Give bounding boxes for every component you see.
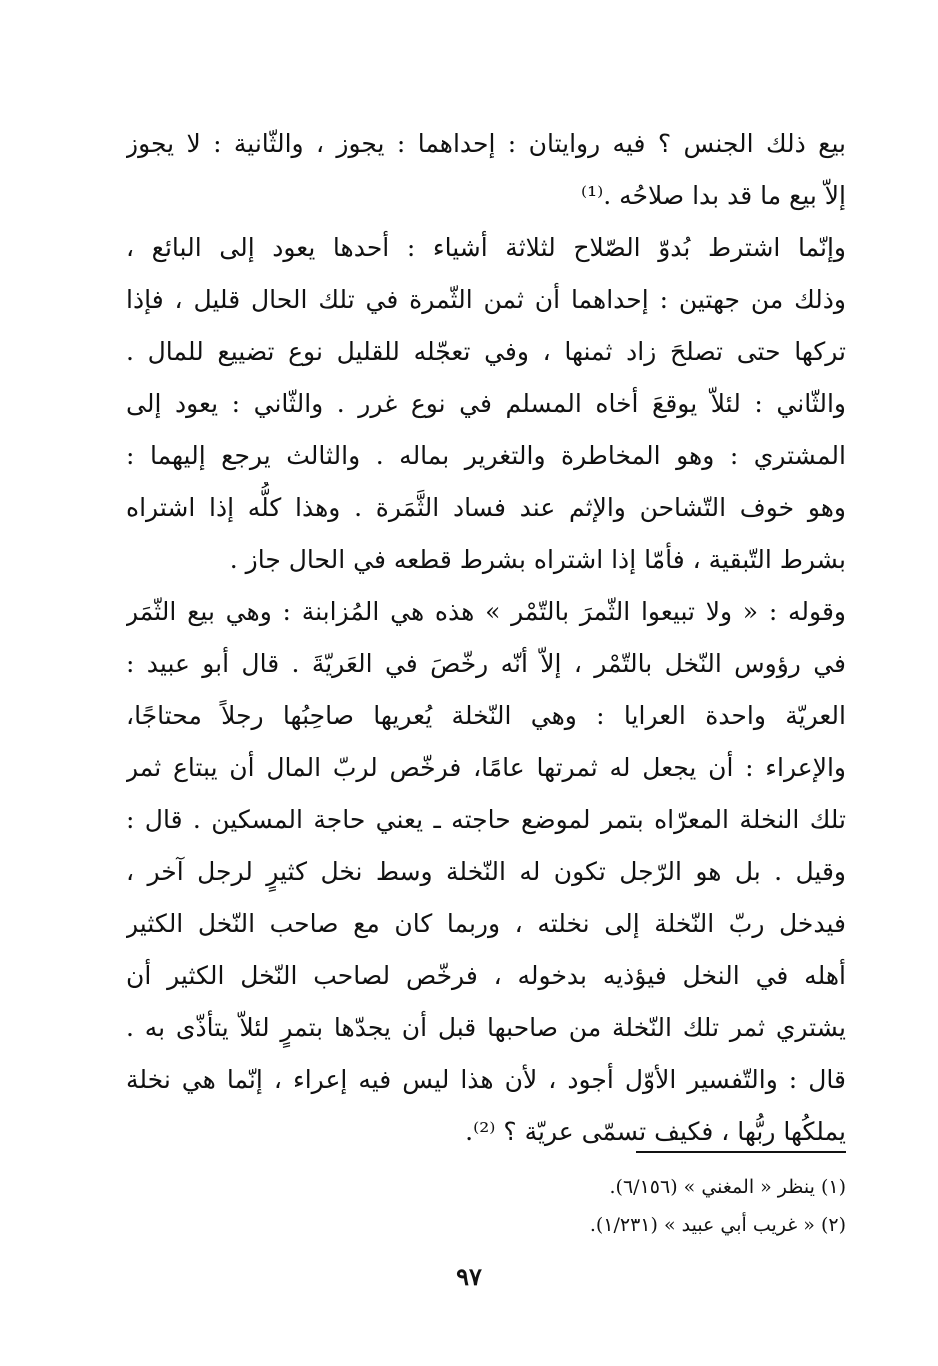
footnote-2: (٢) « غريب أبي عبيد » (١/٢٣١). (589, 1214, 846, 1236)
text-line: والإعراء : أن يجعل له ثمرتها عامًا، فرخّص لربّ المال أن يبتاع ثمر (126, 753, 846, 782)
text-line: فيدخل ربّ النّخلة إلى نخلته ، وربما كان مع صاحب النّخل الكثير (126, 909, 846, 938)
text-line: المشتري : وهو المخاطرة والتغرير بماله . والثالث يرجع إليهما : (126, 441, 846, 470)
text-line: يشتري ثمر تلك النّخلة من صاحبها قبل أن يجدّها بتمرٍ لئلاّ يتأذّى به . (126, 1013, 846, 1042)
text-line: أهله في النخل فيؤذيه بدخوله ، فرخّص لصاحب النّخل الكثير أن (126, 961, 846, 990)
text-line: وذلك من جهتين : إحداهما أن ثمن الثّمرة في تلك الحال قليل ، فإذا (126, 285, 846, 314)
text-line: في رؤوس النّخل بالتّمْر ، إلاّ أنّه رخّصَ في العَريّةَ . قال أبو عبيد : (126, 649, 846, 678)
footnotes (400, 1168, 846, 1244)
text-line: العريّة واحدة العرايا : وهي النّخلة يُعريها صاحِبُها رجلاً محتاجًا، (126, 701, 846, 730)
text-line: وهو خوف التّشاحن والإثم عند فساد الثَّمَرة . وهذا كلُّه إذا اشتراه (126, 493, 846, 522)
text-line: بشرط التّبقية ، فأمّا إذا اشتراه بشرط قطعه في الحال جاز . (229, 545, 846, 574)
footnote-separator (636, 1151, 846, 1153)
text-line: بيع ذلك الجنس ؟ فيه روايتان : إحداهما : يجوز ، والثّانية : لا يجوز (126, 129, 846, 158)
text-line: وإنّما اشترط بُدوّ الصّلاح لثلاثة أشياء : أحدها يعود إلى البائع ، (126, 233, 846, 262)
text-line: وقيل . بل هو الرّجل تكون له النّخلة وسط نخل كثيرٍ لرجل آخر ، (126, 857, 846, 886)
text-line: يملكُها ربُّها ، فكيف تسمّى عريّة ؟ ⁽²⁾. (465, 1117, 846, 1146)
main-text (126, 118, 846, 1158)
text-line: تركها حتى تصلحَ زاد ثمنها ، وفي تعجّله للقليل نوع تضييع للمال . (126, 337, 846, 366)
text-line: وقوله : « ولا تبيعوا الثّمرَ بالتّمْر » هذه هي المُزابنة : وهي بيع الثّمَر (126, 597, 846, 626)
footnote-1: (١) ينظر « المغني » (٦/١٥٦). (609, 1176, 846, 1198)
text-line: تلك النخلة المعرّاه بتمر لموضع حاجته ـ يعني حاجة المسكين . قال : (126, 805, 846, 834)
text-line: إلاّ بيع ما قد بدا صلاحُه .⁽¹⁾ (580, 181, 846, 210)
page-number: ٩٧ (456, 1262, 482, 1291)
text-line: قال : والتّفسير الأوّل أجود ، لأن هذا ليس فيه إعراء ، إنّما هي نخلة (126, 1065, 846, 1094)
text-line: والثّاني : لئلاّ يوقعَ أخاه المسلم في نوع غرر . والثّاني : يعود إلى (126, 389, 846, 418)
